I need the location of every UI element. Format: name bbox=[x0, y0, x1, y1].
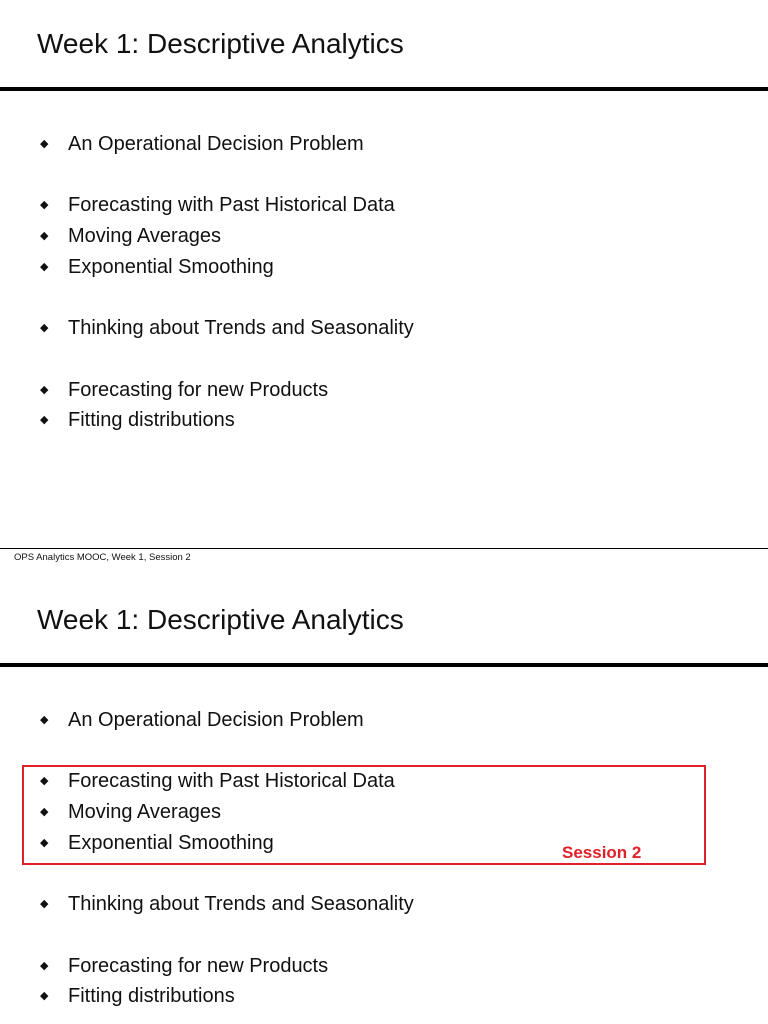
session-label: Session 2 bbox=[562, 843, 642, 862]
bullet-text: An Operational Decision Problem bbox=[68, 133, 364, 155]
list-item bbox=[40, 892, 414, 916]
bullet-text: Exponential Smoothing bbox=[68, 256, 274, 278]
diamond-bullet-icon: ◆ bbox=[40, 413, 49, 426]
diamond-bullet-icon: ◆ bbox=[40, 805, 49, 818]
list-item bbox=[40, 954, 328, 978]
list-item bbox=[40, 708, 364, 732]
diamond-bullet-icon: ◆ bbox=[40, 897, 49, 910]
bullet-text: Forecasting with Past Historical Data bbox=[68, 194, 395, 216]
bullet-text: Forecasting with Past Historical Data bbox=[68, 770, 395, 792]
bullet-text: Exponential Smoothing bbox=[68, 832, 274, 854]
bullet-text: Moving Averages bbox=[68, 225, 222, 247]
bullet-text: Fitting distributions bbox=[68, 985, 235, 1007]
bullet-text: Forecasting for new Products bbox=[68, 955, 329, 977]
diamond-bullet-icon: ◆ bbox=[40, 774, 49, 787]
bullet-text: Thinking about Trends and Seasonality bbox=[68, 317, 414, 339]
diamond-bullet-icon: ◆ bbox=[40, 137, 49, 150]
bullet-text: Forecasting for new Products bbox=[68, 379, 329, 401]
bullet-text: Moving Averages bbox=[68, 801, 222, 823]
diamond-bullet-icon: ◆ bbox=[40, 959, 49, 972]
slide-title: Week 1: Descriptive Analytics bbox=[37, 604, 404, 635]
bullet-text: Thinking about Trends and Seasonality bbox=[68, 893, 414, 915]
diamond-bullet-icon: ◆ bbox=[40, 321, 49, 334]
diamond-bullet-icon: ◆ bbox=[40, 383, 49, 396]
diamond-bullet-icon: ◆ bbox=[40, 260, 49, 273]
diamond-bullet-icon: ◆ bbox=[40, 989, 49, 1002]
slide-footer: OPS Analytics MOOC, Week 1, Session 2 bbox=[14, 552, 191, 563]
diamond-bullet-icon: ◆ bbox=[40, 229, 49, 242]
bullet-text: Fitting distributions bbox=[68, 409, 235, 431]
diamond-bullet-icon: ◆ bbox=[40, 836, 49, 849]
title-divider bbox=[0, 663, 768, 667]
diamond-bullet-icon: ◆ bbox=[40, 713, 49, 726]
list-item bbox=[40, 984, 235, 1008]
diamond-bullet-icon: ◆ bbox=[40, 198, 49, 211]
slide-title: Week 1: Descriptive Analytics bbox=[37, 28, 404, 59]
bullet-text: An Operational Decision Problem bbox=[68, 709, 364, 731]
